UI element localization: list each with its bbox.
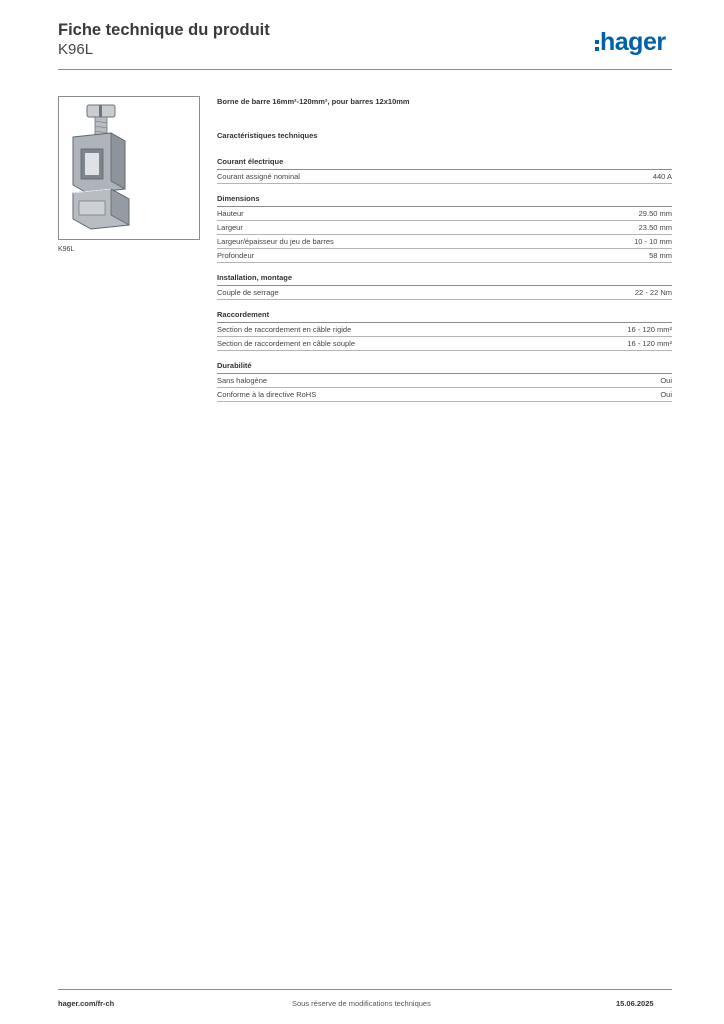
footer-notice: Sous réserve de modifications techniques <box>292 999 431 1008</box>
spec-value: 22 - 22 Nm <box>634 288 672 297</box>
product-description: Borne de barre 16mm²-120mm², pour barres 12x10mm <box>217 97 410 106</box>
section-subtitle: Caractéristiques techniques <box>217 131 318 140</box>
spec-value: 440 A <box>652 172 672 181</box>
spec-label: Courant assigné nominal <box>217 172 300 181</box>
header-divider <box>58 69 672 70</box>
spec-group <box>217 157 672 184</box>
spec-group-title: Durabilité <box>217 361 672 374</box>
spec-row <box>217 170 672 184</box>
spec-group <box>217 361 672 402</box>
spec-group-title: Courant électrique <box>217 157 672 170</box>
spec-label: Profondeur <box>217 251 255 260</box>
image-caption: K96L <box>58 246 75 253</box>
spec-row <box>217 207 672 221</box>
product-image <box>58 96 200 240</box>
spec-row <box>217 337 672 351</box>
spec-label: Conforme à la directive RoHS <box>217 390 317 399</box>
spec-label: Hauteur <box>217 209 244 218</box>
spec-label: Couple de serrage <box>217 288 279 297</box>
spec-group <box>217 273 672 300</box>
spec-value: 16 - 120 mm² <box>627 325 672 334</box>
spec-label: Largeur/épaisseur du jeu de barres <box>217 237 334 246</box>
logo-text: hager <box>600 28 666 56</box>
footer-date: 15.06.2025 <box>616 999 654 1008</box>
spec-value: 10 - 10 mm <box>634 237 672 246</box>
spec-row <box>217 374 672 388</box>
spec-label: Largeur <box>217 223 243 232</box>
specifications-table <box>217 157 672 412</box>
spec-row <box>217 323 672 337</box>
spec-row <box>217 388 672 402</box>
page-title: Fiche technique du produit <box>58 21 270 39</box>
spec-label: Sans halogène <box>217 376 268 385</box>
logo-colon-icon <box>595 40 599 44</box>
spec-value: 29.50 mm <box>638 209 672 218</box>
footer-url[interactable]: hager.com/fr-ch <box>58 999 115 1008</box>
spec-row <box>217 235 672 249</box>
spec-value: Oui <box>660 376 672 385</box>
spec-value: 23.50 mm <box>638 223 672 232</box>
busbar-terminal-icon <box>59 97 199 239</box>
spec-value: Oui <box>660 390 672 399</box>
spec-row <box>217 286 672 300</box>
spec-group-title: Installation, montage <box>217 273 672 286</box>
spec-group-title: Dimensions <box>217 194 672 207</box>
spec-value: 16 - 120 mm² <box>627 339 672 348</box>
spec-label: Section de raccordement en câble rigide <box>217 325 352 334</box>
spec-value: 58 mm <box>649 251 672 260</box>
product-reference: K96L <box>58 41 94 58</box>
spec-row <box>217 249 672 263</box>
spec-group <box>217 310 672 351</box>
spec-row <box>217 221 672 235</box>
spec-label: Section de raccordement en câble souple <box>217 339 356 348</box>
spec-group <box>217 194 672 263</box>
spec-group-title: Raccordement <box>217 310 672 323</box>
footer-divider <box>58 989 672 990</box>
hager-logo <box>595 28 666 57</box>
